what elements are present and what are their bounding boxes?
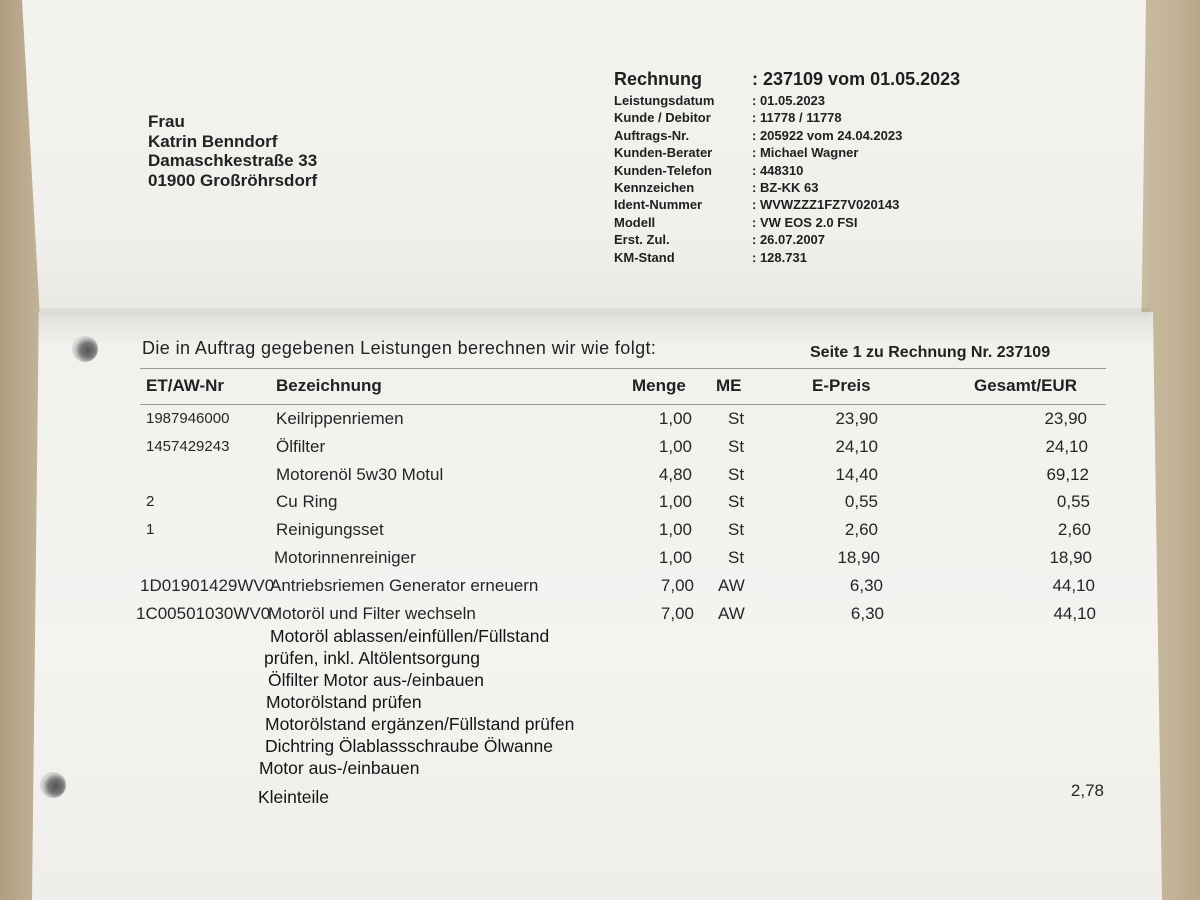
header-field-label: KM-Stand	[614, 249, 675, 265]
header-field-row	[614, 128, 960, 145]
header-field-row	[614, 197, 960, 214]
column-header-gesamt: Gesamt/EUR	[974, 376, 1077, 395]
kleinteile-total: 2,78	[1070, 781, 1104, 800]
line-item-menge: 1,00	[658, 520, 692, 539]
line-item-epreis: 18,90	[837, 548, 880, 567]
line-item-bezeichnung: Motoröl und Filter wechseln	[268, 604, 476, 623]
line-item-me: St	[728, 520, 745, 539]
line-item-me: St	[728, 492, 745, 511]
line-item-bezeichnung: Keilrippenriemen	[276, 409, 404, 428]
line-item-bezeichnung: Motorinnenreiniger	[274, 548, 416, 567]
line-item-me: St	[728, 548, 745, 567]
recipient-address	[148, 112, 317, 190]
line-item-bezeichnung: Reinigungsset	[276, 520, 384, 539]
line-item-bezeichnung: Ölfilter	[276, 437, 326, 456]
line-item-menge: 4,80	[658, 465, 692, 484]
line-item-bezeichnung: Motorenöl 5w30 Motul	[276, 465, 444, 484]
service-description-line: Dichtring Ölablassschraube Ölwanne	[265, 736, 553, 756]
header-field-value: : 01.05.2023	[752, 93, 826, 108]
line-item-bezeichnung: Cu Ring	[276, 492, 338, 511]
line-item-me: St	[728, 465, 745, 484]
header-field-label: Kennzeichen	[614, 179, 695, 195]
line-item-epreis: 14,40	[835, 465, 878, 484]
header-field-row	[614, 110, 960, 127]
header-field-label: Leistungsdatum	[614, 93, 715, 108]
line-item-nr: 1987946000	[146, 410, 230, 427]
line-item-me: AW	[718, 604, 745, 623]
line-item-nr: 1	[146, 521, 155, 538]
line-item-epreis: 24,10	[835, 437, 878, 456]
line-item-nr: 1D01901429WV0	[140, 576, 275, 595]
line-item-gesamt: 69,12	[1046, 465, 1089, 484]
line-item-epreis: 23,90	[835, 409, 878, 428]
header-field-row	[614, 163, 960, 180]
column-header-me: ME	[716, 376, 742, 395]
address-name: Katrin Benndorf	[148, 131, 278, 151]
header-field-label: Auftrags-Nr.	[614, 127, 690, 143]
line-item-gesamt: 2,60	[1057, 520, 1091, 539]
service-description-line: Motorölstand prüfen	[266, 692, 422, 712]
header-field-label: Erst. Zul.	[614, 232, 670, 248]
header-field-label: Kunden-Telefon	[614, 162, 712, 178]
line-item-menge: 1,00	[658, 437, 692, 456]
service-description-line: prüfen, inkl. Altölentsorgung	[264, 648, 480, 668]
line-item-menge: 7,00	[660, 604, 694, 623]
line-item-me: St	[728, 437, 745, 456]
line-item-gesamt: 44,10	[1052, 576, 1095, 595]
header-field-value: : 448310	[752, 162, 804, 178]
header-field-label: Kunden-Berater	[614, 145, 713, 161]
paper-fold-line	[40, 308, 1150, 318]
address-city: 01900 Großröhrsdorf	[148, 170, 318, 190]
header-field-value: : 128.731	[752, 249, 807, 265]
header-field-label: Modell	[614, 214, 656, 230]
column-header-bezeichnung: Bezeichnung	[276, 376, 382, 395]
kleinteile-label: Kleinteile	[258, 787, 330, 807]
header-field-row	[614, 250, 960, 267]
header-field-row	[614, 215, 960, 232]
line-item-me: St	[728, 409, 745, 428]
line-item-gesamt: 0,55	[1056, 492, 1090, 511]
invoice-title-label: Rechnung	[614, 69, 702, 89]
column-header-epreis: E-Preis	[812, 376, 871, 395]
service-description-line: Motoröl ablassen/einfüllen/Füllstand	[270, 626, 550, 646]
line-item-menge: 1,00	[658, 492, 692, 511]
line-item-bezeichnung: Antriebsriemen Generator erneuern	[270, 576, 539, 595]
punch-hole-icon	[72, 336, 98, 362]
line-item-epreis: 6,30	[850, 604, 884, 623]
service-description-line: Motorölstand ergänzen/Füllstand prüfen	[265, 714, 575, 734]
table-header-rule	[140, 404, 1106, 405]
line-item-gesamt: 44,10	[1053, 604, 1096, 623]
line-item-menge: 1,00	[658, 548, 692, 567]
service-description-line: Motor aus-/einbauen	[259, 758, 420, 778]
line-item-gesamt: 23,90	[1044, 409, 1087, 428]
invoice-title-row	[614, 66, 960, 93]
line-item-gesamt: 18,90	[1049, 548, 1092, 567]
address-salutation: Frau	[148, 112, 185, 131]
intro-text: Die in Auftrag gegebenen Leistungen berechnen wir wie folgt:	[142, 338, 657, 358]
header-field-row	[614, 145, 960, 162]
table-top-rule	[140, 368, 1106, 369]
header-field-value: : WVWZZZ1FZ7V020143	[752, 197, 900, 213]
header-field-value: : VW EOS 2.0 FSI	[752, 214, 858, 230]
line-item-epreis: 6,30	[849, 576, 883, 595]
line-item-me: AW	[718, 576, 745, 595]
invoice-title-value: : 237109 vom 01.05.2023	[752, 69, 961, 89]
line-item-gesamt: 24,10	[1045, 437, 1088, 456]
service-description-line: Ölfilter Motor aus-/einbauen	[268, 670, 484, 690]
header-field-value: : 205922 vom 24.04.2023	[752, 127, 903, 143]
line-item-epreis: 0,55	[844, 492, 878, 511]
address-street: Damaschkestraße 33	[148, 151, 318, 170]
header-field-row	[614, 232, 960, 249]
line-item-nr: 2	[146, 493, 155, 510]
line-item-menge: 7,00	[660, 576, 694, 595]
line-item-menge: 1,00	[658, 409, 692, 428]
line-item-nr: 1C00501030WV0	[136, 604, 271, 623]
column-header-nr: ET/AW-Nr	[146, 376, 225, 395]
header-field-value: : 26.07.2007	[752, 232, 826, 248]
header-field-value: : BZ-KK 63	[752, 179, 819, 195]
header-field-label: Ident-Nummer	[614, 197, 703, 213]
header-field-row	[614, 180, 960, 197]
page-info: Seite 1 zu Rechnung Nr. 237109	[810, 344, 1051, 361]
line-item-epreis: 2,60	[844, 520, 878, 539]
punch-hole-icon	[40, 772, 66, 798]
invoice-header	[614, 66, 960, 267]
header-field-row	[614, 93, 960, 110]
header-field-label: Kunde / Debitor	[614, 110, 711, 126]
line-item-nr: 1457429243	[146, 438, 230, 455]
column-header-menge: Menge	[632, 376, 686, 395]
header-field-value: : 11778 / 11778	[752, 110, 842, 126]
header-field-value: : Michael Wagner	[752, 145, 859, 161]
